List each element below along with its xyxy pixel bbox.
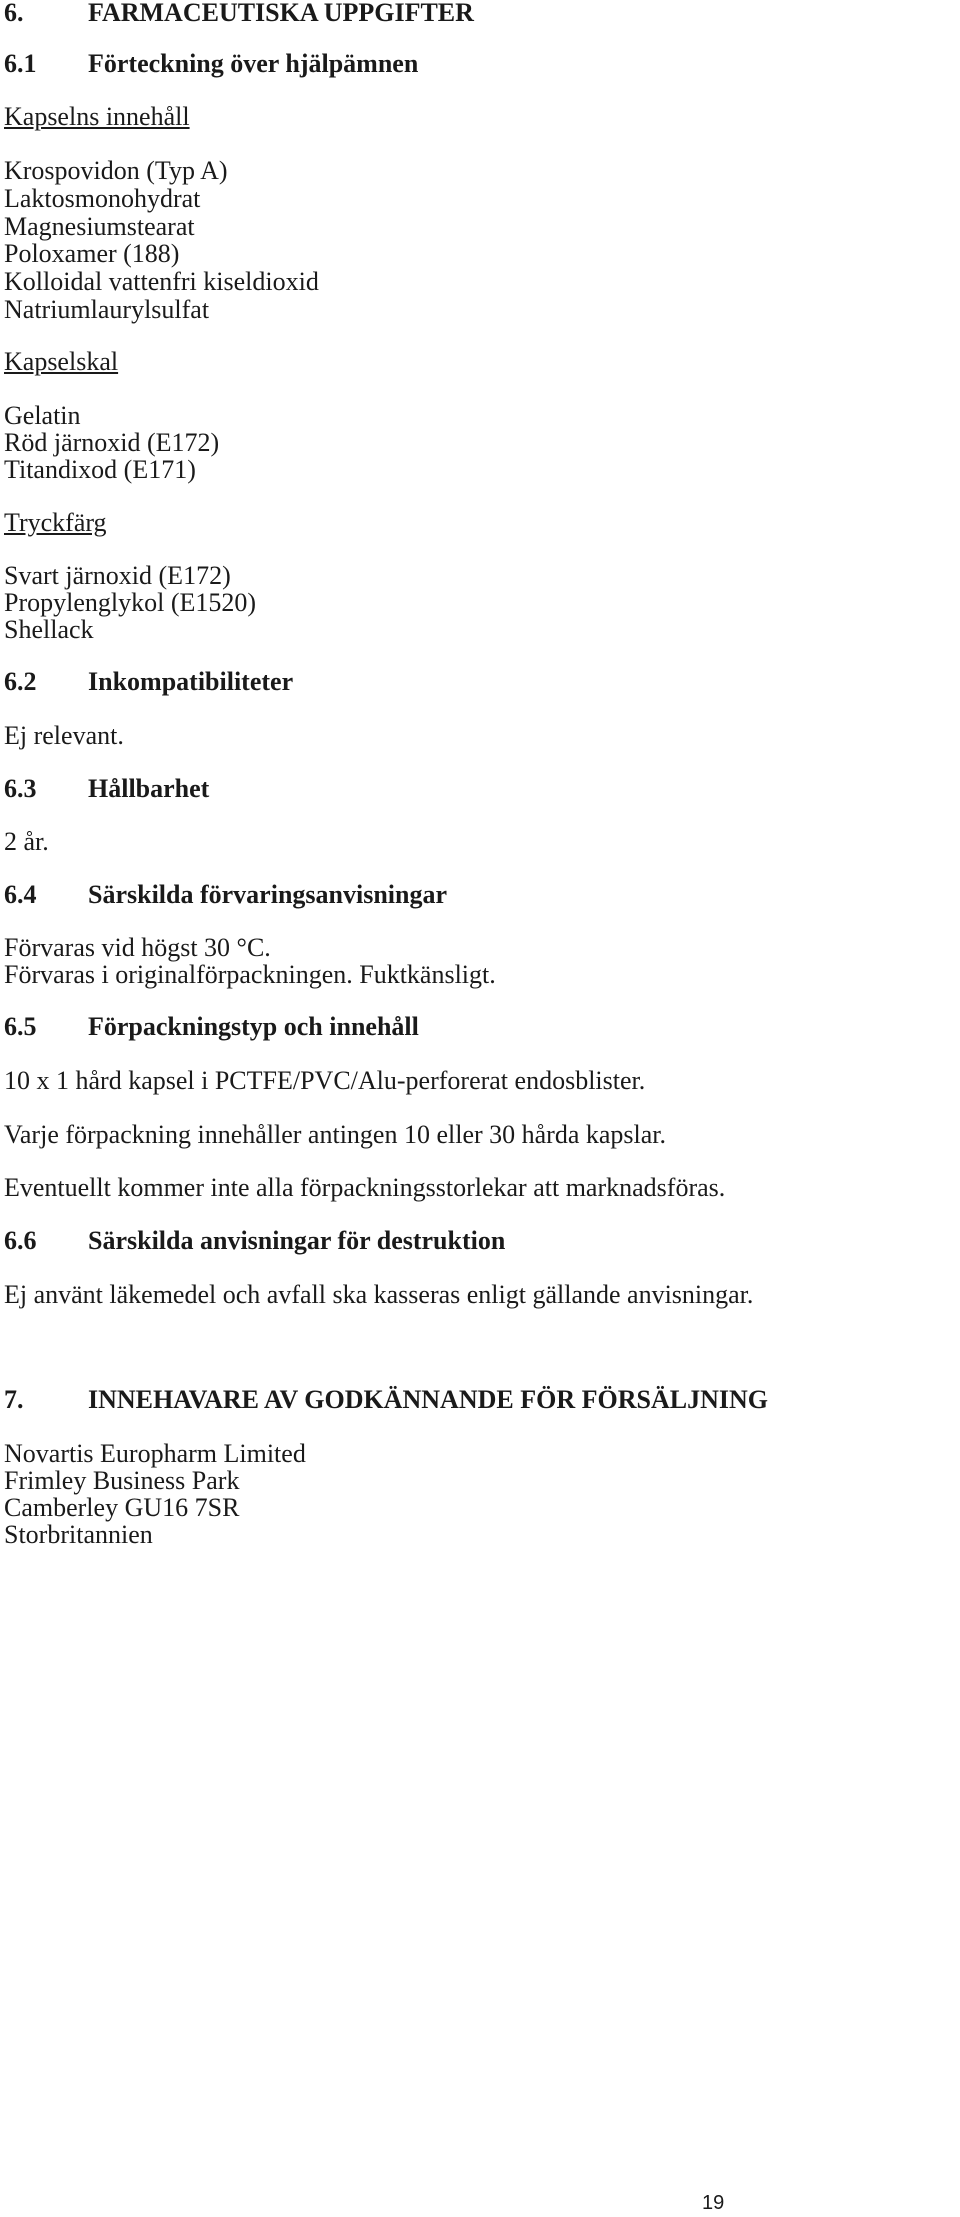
address-line: Novartis Europharm Limited: [4, 1439, 306, 1468]
section-6-3-heading: [4, 776, 209, 802]
excipient-item: Titandixod (E171): [4, 455, 196, 484]
excipient-item: Poloxamer (188): [4, 239, 180, 268]
section-title: FARMACEUTISKA UPPGIFTER: [88, 0, 474, 27]
capsule-contents-heading: Kapselns innehåll: [4, 102, 190, 131]
excipient-item: Röd järnoxid (E172): [4, 428, 220, 457]
excipient-item: Gelatin: [4, 401, 81, 430]
package-paragraph: 10 x 1 hård kapsel i PCTFE/PVC/Alu-perforerat endosblister.: [4, 1066, 646, 1095]
section-6-1-heading: [4, 51, 418, 77]
section-6-heading: [4, 0, 474, 26]
excipient-item: Propylenglykol (E1520): [4, 588, 257, 617]
section-7-heading: [4, 1387, 768, 1413]
section-6-4-heading: [4, 882, 447, 908]
section-number: 7.: [4, 1385, 24, 1414]
section-text: 2 år.: [4, 827, 49, 856]
section-title: Inkompatibiliteter: [88, 667, 294, 696]
printing-ink-heading: Tryckfärg: [4, 508, 107, 537]
excipient-item: Shellack: [4, 615, 94, 644]
section-6-2-heading: [4, 669, 293, 695]
address-line: Frimley Business Park: [4, 1466, 240, 1495]
excipient-item: Kolloidal vattenfri kiseldioxid: [4, 267, 319, 296]
package-paragraph: Eventuellt kommer inte alla förpackningsstorlekar att marknadsföras.: [4, 1173, 726, 1202]
storage-instruction: Förvaras vid högst 30 °C.: [4, 933, 271, 962]
package-paragraph: Varje förpackning innehåller antingen 10 eller 30 hårda kapslar.: [4, 1120, 667, 1149]
section-number: 6.: [4, 0, 24, 27]
storage-instruction: Förvaras i originalförpackningen. Fuktkänsligt.: [4, 960, 496, 989]
excipient-item: Krospovidon (Typ A): [4, 156, 228, 185]
excipient-item: Natriumlaurylsulfat: [4, 295, 210, 324]
section-title: Förpackningstyp och innehåll: [88, 1012, 419, 1041]
section-title: Särskilda anvisningar för destruktion: [88, 1226, 506, 1255]
section-6-6-heading: [4, 1228, 505, 1254]
section-6-5-heading: [4, 1014, 419, 1040]
page-number: 19: [702, 2192, 725, 2214]
section-number: 6.5: [4, 1012, 37, 1041]
excipient-item: Magnesiumstearat: [4, 212, 195, 241]
section-title: Särskilda förvaringsanvisningar: [88, 880, 448, 909]
address-line: Camberley GU16 7SR: [4, 1493, 240, 1522]
section-number: 6.6: [4, 1226, 37, 1255]
section-number: 6.4: [4, 880, 37, 909]
section-text: Ej relevant.: [4, 721, 124, 750]
section-number: 6.1: [4, 49, 37, 78]
section-number: 6.2: [4, 667, 37, 696]
capsule-shell-heading: Kapselskal: [4, 347, 119, 376]
section-title: Hållbarhet: [88, 774, 210, 803]
address-line: Storbritannien: [4, 1520, 153, 1549]
section-title: Förteckning över hjälpämnen: [88, 49, 419, 78]
section-title: INNEHAVARE AV GODKÄNNANDE FÖR FÖRSÄLJNING: [88, 1385, 768, 1414]
excipient-item: Svart järnoxid (E172): [4, 561, 231, 590]
section-number: 6.3: [4, 774, 37, 803]
disposal-text: Ej använt läkemedel och avfall ska kasseras enligt gällande anvisningar.: [4, 1280, 754, 1309]
excipient-item: Laktosmonohydrat: [4, 184, 201, 213]
